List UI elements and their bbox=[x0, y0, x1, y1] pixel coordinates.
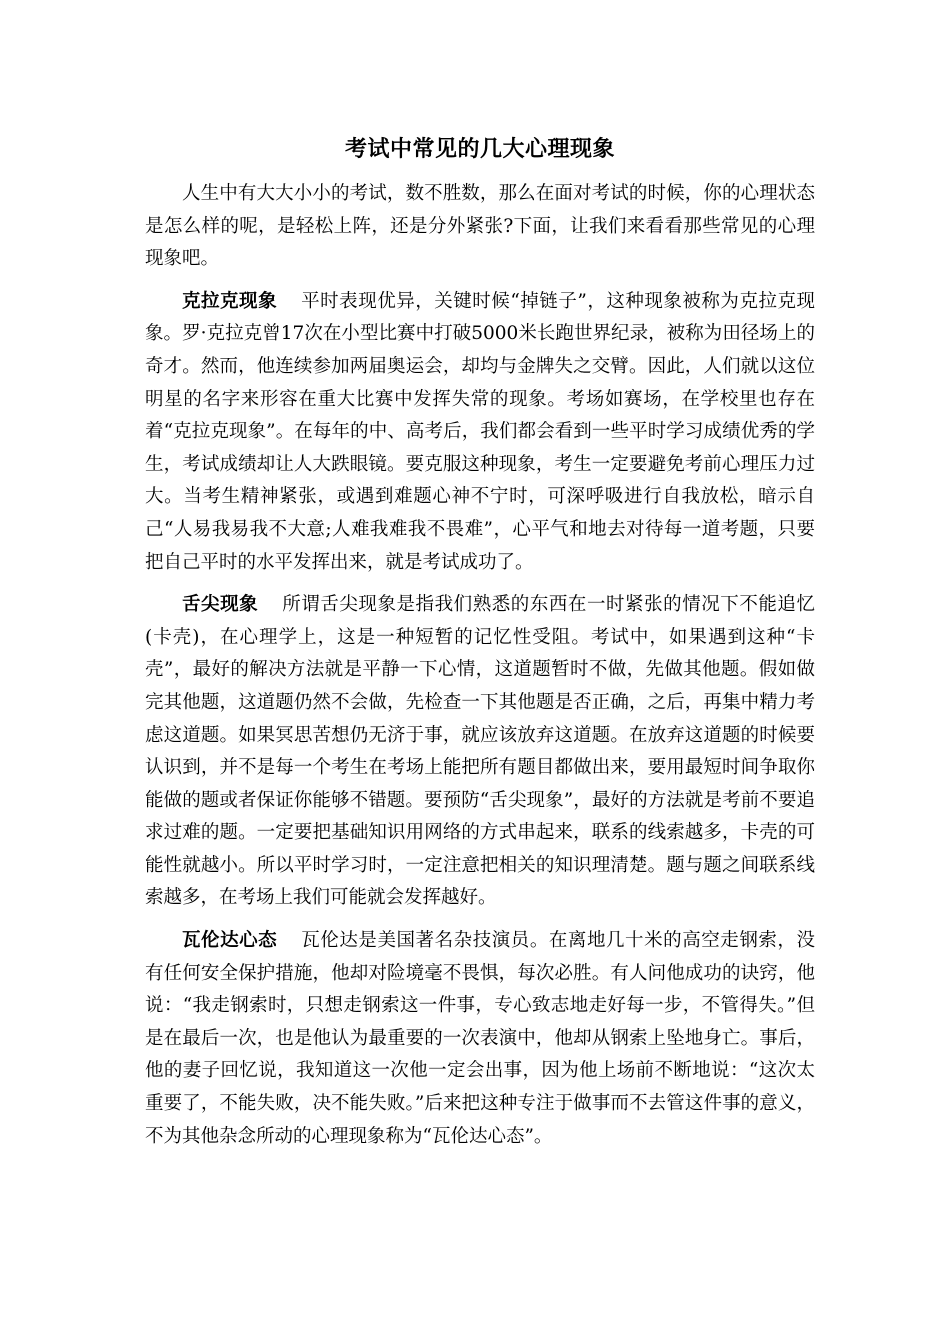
section-term: 舌尖现象 bbox=[182, 594, 259, 616]
section-term: 瓦伦达心态 bbox=[182, 930, 278, 952]
section-text: 瓦伦达是美国著名杂技演员。在离地几十米的高空走钢索，没有任何安全保护措施，他却对险境毫不畏惧，每次必胜。有人问他成功的诀窍，他说：“我走钢索时，只想走钢索这一件事，专心致志地走好每一步，不管得失。”但是在最后一次，也是他认为最重要的一次表演中，他却从钢索上坠地身亡。事后，他的妻子回忆说，我知道这一次他一定会出事，因为他上场前不断地说：“这次太重要了，不能失败，决不能失败。”后来把这种专注于做事而不去管这件事的意义，不为其他杂念所动的心理现象称为“瓦伦达心态”。 bbox=[145, 930, 815, 1147]
section-text: 平时表现优异，关键时候“掉链子”，这种现象被称为克拉克现象。罗·克拉克曾17次在小型比赛中打破5000米长跑世界纪录，被称为田径场上的奇才。然而，他连续参加两届奥运会，却均与金牌失之交臂。因此，人们就以这位明星的名字来形容在重大比赛中发挥失常的现象。考场如赛场，在学校里也存在着“克拉克现象”。在每年的中、高考后，我们都会看到一些平时学习成绩优秀的学生，考试成绩却让人大跌眼镜。要克服这种现象，考生一定要避免考前心理压力过大。当考生精神紧张，或遇到难题心神不宁时，可深呼吸进行自我放松，暗示自己“人易我易我不大意;人难我难我不畏难”，心平气和地去对待每一道考题，只要把自己平时的水平发挥出来，就是考试成功了。 bbox=[145, 290, 815, 573]
section-wallenda-mindset bbox=[145, 925, 815, 1153]
section-term: 克拉克现象 bbox=[182, 290, 278, 312]
section-text: 所谓舌尖现象是指我们熟悉的东西在一时紧张的情况下不能追忆(卡壳)，在心理学上，这是一种短暂的记忆性受阻。考试中，如果遇到这种“卡壳”，最好的解决方法就是平静一下心情，这道题暂时不做，先做其他题。假如做完其他题，这道题仍然不会做，先检查一下其他题是否正确，之后，再集中精力考虑这道题。如果冥思苦想仍无济于事，就应该放弃这道题。在放弃这道题的时候要认识到，并不是每一个考生在考场上能把所有题目都做出来，要用最短时间争取你能做的题或者保证你能够不错题。要预防“舌尖现象”，最好的方法就是考前不要追求过难的题。一定要把基础知识用网络的方式串起来，联系的线索越多，卡壳的可能性就越小。所以平时学习时，一定注意把相关的知识理清楚。题与题之间联系线索越多，在考场上我们可能就会发挥越好。 bbox=[145, 594, 815, 909]
intro-paragraph: 人生中有大大小小的考试，数不胜数，那么在面对考试的时候，你的心理状态是怎么样的呢，是轻松上阵，还是分外紧张?下面，让我们来看看那些常见的心理现象吧。 bbox=[145, 183, 815, 270]
section-tip-of-tongue bbox=[145, 589, 815, 915]
section-clark-phenomenon bbox=[145, 286, 815, 579]
document-title: 考试中常见的几大心理现象 bbox=[344, 136, 615, 162]
document-body bbox=[145, 128, 815, 1163]
